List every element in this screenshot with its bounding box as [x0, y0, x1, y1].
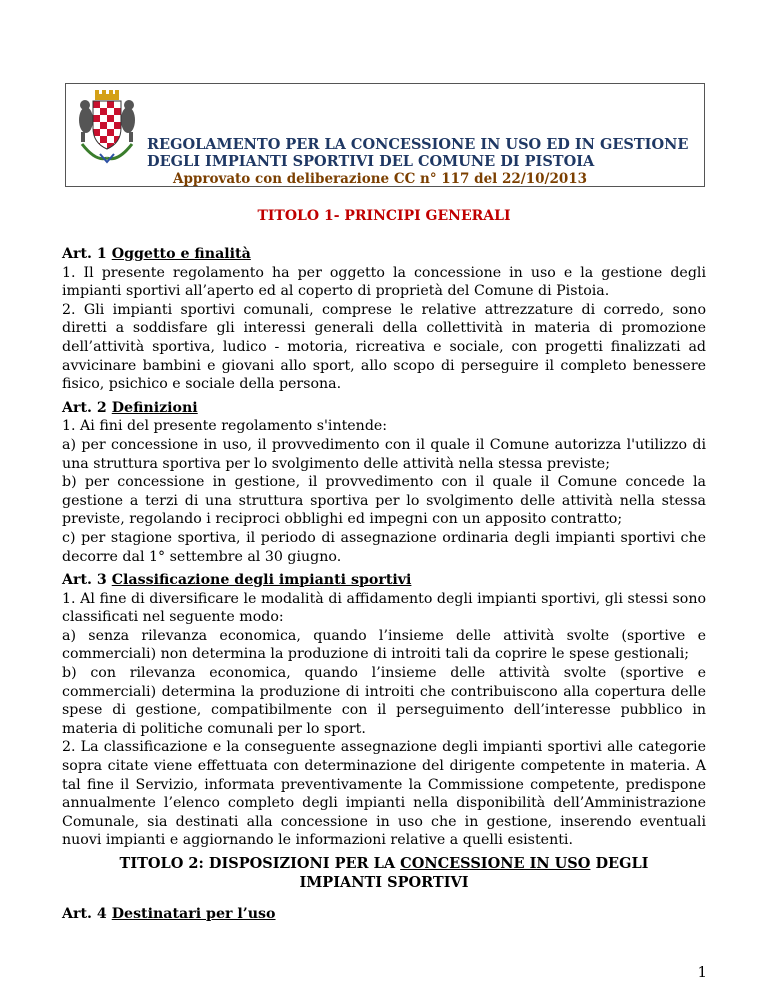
- page-number: 1: [697, 963, 707, 981]
- header-title-line2: DEGLI IMPIANTI SPORTIVI DEL COMUNE DI PISTOIA: [147, 153, 595, 170]
- article-1-title: Oggetto e finalità: [111, 246, 251, 262]
- article-2-para-2: a) per concessione in uso, il provvedimento con il quale il Comune autorizza l'utilizzo di una struttura sportiva per lo svolgimento delle attività nella stessa previste;: [62, 436, 706, 472]
- article-1-heading: [62, 245, 706, 264]
- article-2-para-3: b) per concessione in gestione, il provvedimento con il quale il Comune concede la gestione a terzi di una struttura sportiva per lo svolgimento delle attività nella stessa previste, regolando i reciproci obblighi ed impegni con un apposito contratto;: [62, 474, 706, 528]
- article-2-number: Art. 2: [62, 399, 112, 416]
- article-3-para-4: 2. La classificazione e la conseguente assegnazione degli impianti sportivi alle categorie sopra citate viene effettuata con determinazione del dirigente competente in materia. A tal fine il Servizio, informata preventivamente la Commissione competente, predispone annualmente l’elenco completo degli impianti nella disponibilità dell’Amministrazione Comunale, sia destinati alla concessione in uso che in gestione, inserendo eventuali nuovi impianti e aggiornando le informazioni relative a quelli esistenti.: [62, 739, 706, 849]
- header-box: [65, 83, 705, 187]
- article-2-title: Definizioni: [111, 399, 198, 416]
- titolo-2-text-before: TITOLO 2: DISPOSIZIONI PER LA: [119, 855, 401, 872]
- article-4: [62, 905, 706, 924]
- article-2-heading: [62, 399, 706, 418]
- article-3: [62, 571, 706, 850]
- article-4-number: Art. 4: [62, 906, 112, 923]
- article-2-para-4: c) per stagione sportiva, il periodo di assegnazione ordinaria degli impianti sportivi che decorre dal 1° settembre al 30 giugno.: [62, 529, 706, 565]
- article-1: [62, 245, 706, 394]
- header-title-line1: REGOLAMENTO PER LA CONCESSIONE IN USO ED IN GESTIONE: [147, 136, 689, 153]
- article-2-para-1: 1. Ai fini del presente regolamento s'intende:: [62, 418, 388, 435]
- article-3-heading: [62, 571, 706, 590]
- article-1-number: Art. 1: [62, 246, 112, 262]
- titolo-2-text-underlined: CONCESSIONE IN USO: [400, 855, 591, 872]
- section-title-titolo-1: TITOLO 1- PRINCIPI GENERALI: [257, 208, 511, 224]
- pistoia-coat-of-arms-icon: [76, 88, 138, 164]
- article-4-title: Destinatari per l’uso: [111, 906, 276, 923]
- document-body: [62, 245, 706, 929]
- section-title-titolo-2: [92, 855, 676, 892]
- article-3-para-2: a) senza rilevanza economica, quando l’insieme delle attività svolte (sportive e commerciali) non determina la produzione di introiti tali da coprire le spese gestionali;: [62, 627, 706, 663]
- article-1-para-1: 1. Il presente regolamento ha per oggetto la concessione in uso e la gestione degli impianti sportivi all’aperto ed al coperto di proprietà del Comune di Pistoia.: [62, 264, 706, 300]
- article-3-para-3: b) con rilevanza economica, quando l’insieme delle attività svolte (sportive e commerciali) determina la produzione di introiti che contribuiscono alla copertura delle spese di gestione, compatibilmente con il perseguimento dell’interesse pubblico in materia di politiche comunali per lo sport.: [62, 665, 706, 737]
- article-1-para-2: 2. Gli impianti sportivi comunali, comprese le relative attrezzature di corredo, sono diretti a soddisfare gli interessi generali della collettività in materia di promozione dell’attività sportiva, ludico - motoria, ricreativa e sociale, con progetti finalizzati ad avvicinare bambini e giovani allo sport, allo scopo di perseguire il completo benessere fisico, psichico e sociale della persona.: [62, 301, 706, 393]
- header-approval-line: Approvato con deliberazione CC n° 117 del 22/10/2013: [173, 171, 588, 187]
- titolo-2-text-after: DEGLI IMPIANTI SPORTIVI: [299, 855, 649, 891]
- article-3-title: Classificazione degli impianti sportivi: [111, 572, 412, 589]
- article-2: [62, 399, 706, 566]
- article-3-para-1: 1. Al fine di diversificare le modalità di affidamento degli impianti sportivi, gli stessi sono classificati nel seguente modo:: [62, 590, 706, 626]
- article-3-number: Art. 3: [62, 572, 112, 589]
- article-4-heading: [62, 905, 706, 924]
